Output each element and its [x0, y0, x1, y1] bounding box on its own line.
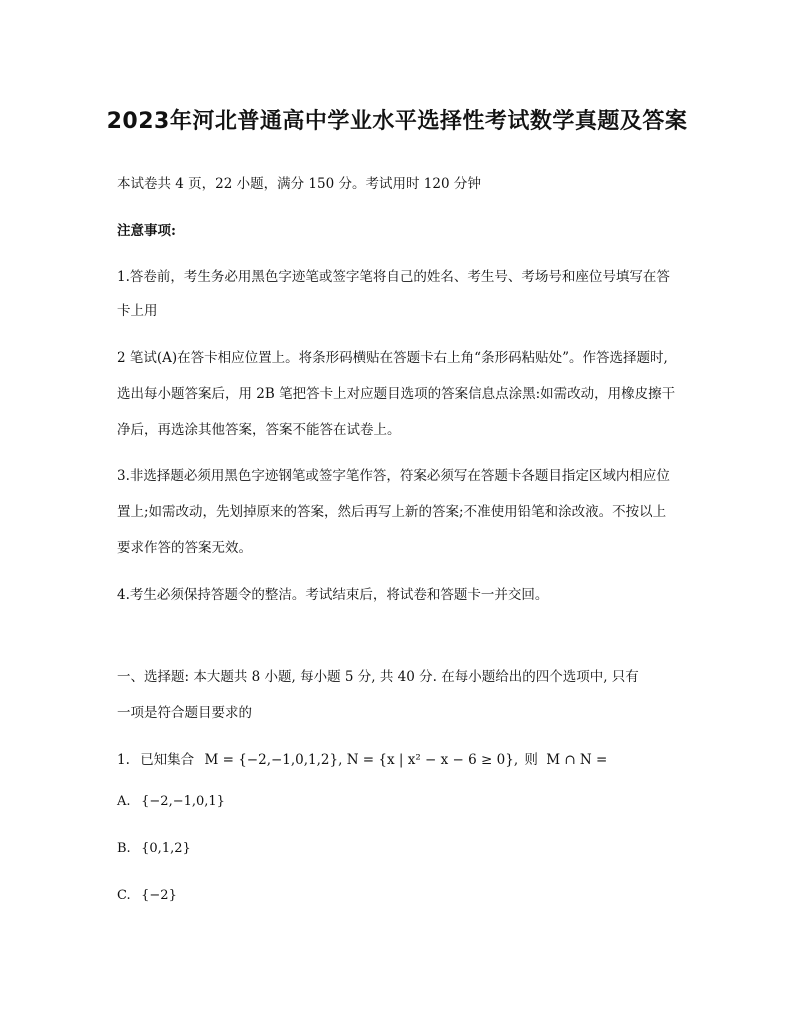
option-text: {−2}: [141, 888, 177, 903]
notice-3-line-3: 要求作答的答案无效。: [117, 540, 252, 556]
exam-intro: 本试卷共 4 页，22 小题，满分 150 分。考试用时 120 分钟: [117, 176, 481, 192]
notice-2-line-1: 2 笔试(A)在答卡相应位置上。将条形码横贴在答题卡右上角“条形码粘贴处”。作答选择题时,: [117, 350, 668, 366]
question-stem-prefix: 已知集合: [140, 752, 195, 768]
section-heading-line-2: 一项是符合题目要求的: [117, 705, 252, 721]
notice-3-line-1: 3.非选择题必须用黑色字迹钢笔或签字笔作答，符案必须写在答题卡各题目指定区域内相应位: [117, 468, 670, 484]
option-a: [117, 794, 225, 809]
option-label: C.: [117, 888, 131, 903]
option-c: [117, 888, 177, 903]
option-text: {−2,−1,0,1}: [141, 794, 225, 809]
option-text: {0,1,2}: [141, 841, 191, 856]
question-math: M = {−2,−1,0,1,2}, N = {x | x² − x − 6 ≥ 0}: [204, 752, 514, 768]
option-b: [117, 841, 191, 856]
question-math-tail: M ∩ N =: [546, 752, 608, 768]
option-label: B.: [117, 841, 131, 856]
question-stem-mid: 则: [524, 752, 538, 768]
notice-heading: 注意事项:: [117, 223, 176, 239]
notice-1-line-2: 卡上用: [117, 303, 158, 319]
question-1: 1. 已知集合 M = {−2,−1,0,1,2}, N = {x | x² − x − 6 ≥ 0}, 则 M ∩ N =: [117, 752, 608, 768]
page-title: 2023年河北普通高中学业水平选择性考试数学真题及答案: [106, 109, 688, 134]
notice-4-line-1: 4.考生必须保持答题令的整洁。考试结束后，将试卷和答题卡一并交回。: [117, 587, 549, 603]
option-label: A.: [117, 794, 131, 809]
notice-1-line-1: 1.答卷前，考生务必用黑色字迹笔或签字笔将自己的姓名、考生号、考场号和座位号填写在答: [117, 269, 670, 285]
notice-2-line-3: 净后，再选涂其他答案，答案不能答在试卷上。: [117, 422, 401, 438]
notice-2-line-2: 选出每小题答案后，用 2B 笔把答卡上对应题目选项的答案信息点涂黑:如需改动，用橡皮擦干: [117, 386, 676, 402]
question-number: 1.: [117, 752, 130, 768]
section-heading-line-1: 一、选择题: 本大题共 8 小题, 每小题 5 分, 共 40 分. 在每小题给出的四个选项中, 只有: [117, 669, 639, 685]
notice-3-line-2: 置上;如需改动，先划掉原来的答案，然后再写上新的答案;不准使用铅笔和涂改液。不按以上: [117, 504, 667, 520]
